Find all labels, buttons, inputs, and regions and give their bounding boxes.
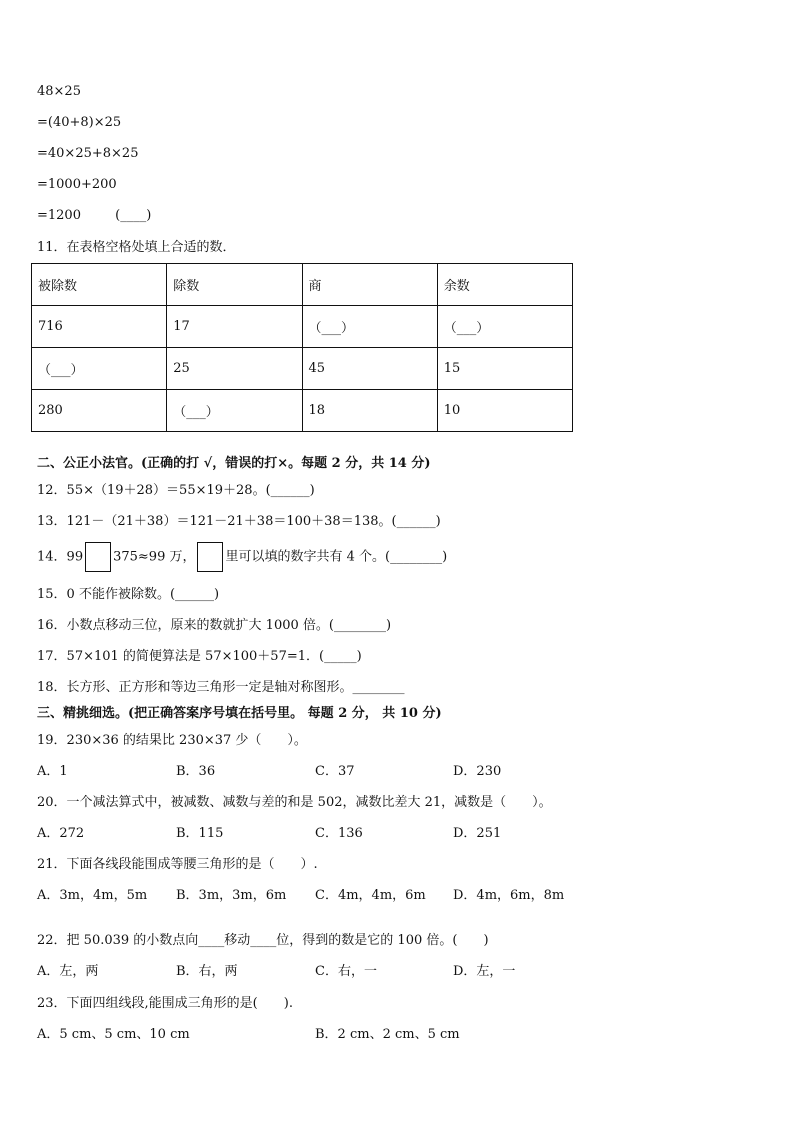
header-divisor: 除数: [167, 264, 302, 306]
q22-option-d[interactable]: D．左，一: [453, 964, 516, 979]
table-cell: 17: [167, 306, 302, 348]
q23-option-b[interactable]: B．2 cm、2 cm、5 cm: [315, 1027, 460, 1042]
q18: 18．长方形、正方形和等边三角形一定是轴对称图形。________: [37, 680, 405, 695]
table-cell: 716: [32, 306, 167, 348]
q19: 19．230×36 的结果比 230×37 少（ ）。: [37, 733, 307, 748]
table-cell-blank[interactable]: （___）: [167, 390, 302, 432]
q21-option-c[interactable]: C．4m，4m，6m: [315, 888, 426, 903]
q20-option-a[interactable]: A．272: [37, 826, 85, 841]
section2-title: 二、公正小法官。(正确的打 √，错误的打×。每题 2 分，共 14 分): [37, 456, 431, 471]
calc-line-5-text: =1200: [37, 208, 81, 223]
table-cell: 15: [437, 348, 572, 390]
header-remainder: 余数: [437, 264, 572, 306]
q20-option-c[interactable]: C．136: [315, 826, 363, 841]
table-row: [32, 348, 573, 390]
q23: 23．下面四组线段,能围成三角形的是( ).: [37, 996, 293, 1011]
q14: [37, 542, 447, 573]
table-cell: 45: [302, 348, 437, 390]
table-cell-blank[interactable]: （___）: [32, 348, 167, 390]
q13: 13．121－（21＋38）＝121－21＋38＝100＋38＝138。(______): [37, 514, 441, 529]
q21: 21．下面各线段能围成等腰三角形的是（ ）.: [37, 857, 318, 872]
table-cell: 18: [302, 390, 437, 432]
q19-option-d[interactable]: D．230: [453, 764, 502, 779]
q20-option-b[interactable]: B．115: [176, 826, 224, 841]
q20: 20．一个减法算式中，被减数、减数与差的和是 502，减数比差大 21，减数是（ ）。: [37, 795, 552, 810]
table-cell: 280: [32, 390, 167, 432]
section3-title: 三、精挑细选。(把正确答案序号填在括号里。 每题 2 分， 共 10 分): [37, 706, 442, 721]
q17: 17．57×101 的简便算法是 57×100＋57=1．(_____): [37, 649, 362, 664]
table-row: [32, 390, 573, 432]
table-cell-blank[interactable]: （___）: [302, 306, 437, 348]
q20-option-d[interactable]: D．251: [453, 826, 502, 841]
q14-box-2[interactable]: [197, 542, 223, 572]
q14-part-c: 里可以填的数字共有 4 个。(________): [225, 549, 448, 565]
table-cell: 10: [437, 390, 572, 432]
q21-option-a[interactable]: A．3m，4m，5m: [37, 888, 148, 903]
header-dividend: 被除数: [32, 264, 167, 306]
calc-line-1: 48×25: [37, 84, 81, 99]
q11-table: [31, 263, 573, 432]
q12: 12．55×（19＋28）＝55×19＋28。(______): [37, 483, 315, 498]
table-cell-blank[interactable]: （___）: [437, 306, 572, 348]
calc-line-4: =1000+200: [37, 177, 117, 192]
table-header-row: [32, 264, 573, 306]
q19-option-b[interactable]: B．36: [176, 764, 216, 779]
calc-line-3: =40×25+8×25: [37, 146, 139, 161]
calc-line-5: [37, 207, 151, 225]
q11-text: 11．在表格空格处填上合适的数．: [37, 240, 236, 255]
q19-option-c[interactable]: C．37: [315, 764, 355, 779]
q21-option-b[interactable]: B．3m，3m，6m: [176, 888, 287, 903]
table-cell: 25: [167, 348, 302, 390]
q15: 15．0 不能作被除数。(______): [37, 587, 220, 602]
table-row: [32, 306, 573, 348]
q22-option-a[interactable]: A．左，两: [37, 964, 99, 979]
q21-option-d[interactable]: D．4m，6m，8m: [453, 888, 565, 903]
header-quotient: 商: [302, 264, 437, 306]
calc-line-2: =(40+8)×25: [37, 115, 122, 130]
q19-option-a[interactable]: A．1: [37, 764, 68, 779]
q14-box-1[interactable]: [85, 542, 111, 572]
q22-option-b[interactable]: B．右，两: [176, 964, 238, 979]
q22-option-c[interactable]: C．右，一: [315, 964, 377, 979]
q22: 22．把 50.039 的小数点向____移动____位，得到的数是它的 100 倍。( ): [37, 933, 489, 948]
q16: 16．小数点移动三位，原来的数就扩大 1000 倍。(________): [37, 618, 392, 633]
q14-part-a: 14．99: [37, 549, 84, 565]
q23-option-a[interactable]: A．5 cm、5 cm、10 cm: [37, 1027, 190, 1042]
calc-answer-blank[interactable]: (____): [115, 208, 152, 223]
q14-part-b: 375≈99 万，: [113, 549, 196, 565]
